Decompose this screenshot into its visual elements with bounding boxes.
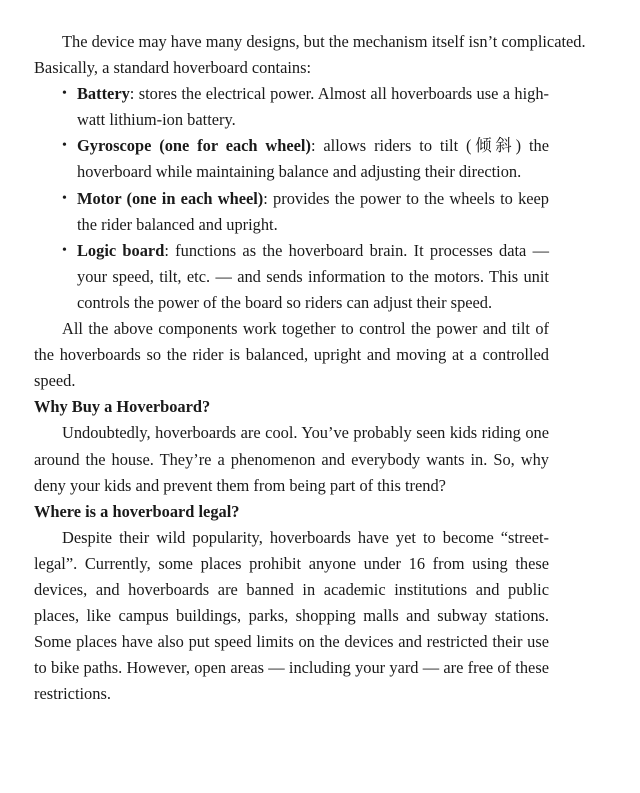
section-body-why-buy: Undoubtedly, hoverboards are cool. You’ve probably seen kids riding one around the house. They’re a phenomenon and everybody wants in. So, why deny your kids and prevent them from being part of this trend? — [34, 423, 549, 495]
list-item-gyroscope — [62, 133, 549, 185]
list-item-battery — [62, 81, 549, 133]
bullet-icon: • — [62, 242, 67, 258]
desc-gyroscope: : allows riders to tilt (倾斜) the hoverboard while maintaining balance and adjusting their direction. — [77, 136, 549, 182]
term-motor: Motor (one in each wheel) — [77, 188, 264, 208]
bullet-icon: • — [62, 86, 67, 102]
list-item-logic-board — [62, 238, 549, 316]
document-page — [34, 29, 586, 707]
desc-logic-board: : functions as the hoverboard brain. It processes data — your speed, tilt, etc. — and sends information to the motors. This unit controls the power of the board so riders can adjust their speed. — [77, 240, 549, 312]
bullet-icon: • — [62, 138, 67, 154]
term-gyroscope: Gyroscope (one for each wheel) — [77, 136, 311, 156]
term-logic-board: Logic board — [77, 240, 165, 260]
section-heading-legal: Where is a hoverboard legal? — [34, 501, 240, 521]
intro-line-2: Basically, a standard hoverboard contains: — [34, 58, 312, 78]
section-body-legal: Despite their wild popularity, hoverboards have yet to become “street-legal”. Currently, some places prohibit anyone under 16 from using these devices, and hoverboards are banned in academic institutions and public places, like campus buildings, parks, shopping malls and subway stations. Some places have also put speed limits on the devices and restricted their use to bike paths. However, open areas — including your yard — are free of these restrictions. — [34, 527, 549, 704]
summary-paragraph: All the above components work together to control the power and tilt of the hoverboards so the rider is balanced, upright and moving at a controlled speed. — [34, 319, 549, 391]
section-heading-why-buy: Why Buy a Hoverboard? — [34, 397, 211, 417]
desc-motor: : provides the power to the wheels to keep the rider balanced and upright. — [77, 188, 550, 234]
desc-battery: : stores the electrical power. Almost all hoverboards use a high-watt lithium-ion battery. — [77, 84, 549, 130]
list-item-motor — [62, 186, 549, 238]
term-battery: Battery — [77, 84, 130, 104]
components-list — [34, 81, 549, 316]
intro-line-1: The device may have many designs, but the mechanism itself isn’t complicated. — [62, 32, 586, 51]
bullet-icon: • — [62, 190, 67, 206]
